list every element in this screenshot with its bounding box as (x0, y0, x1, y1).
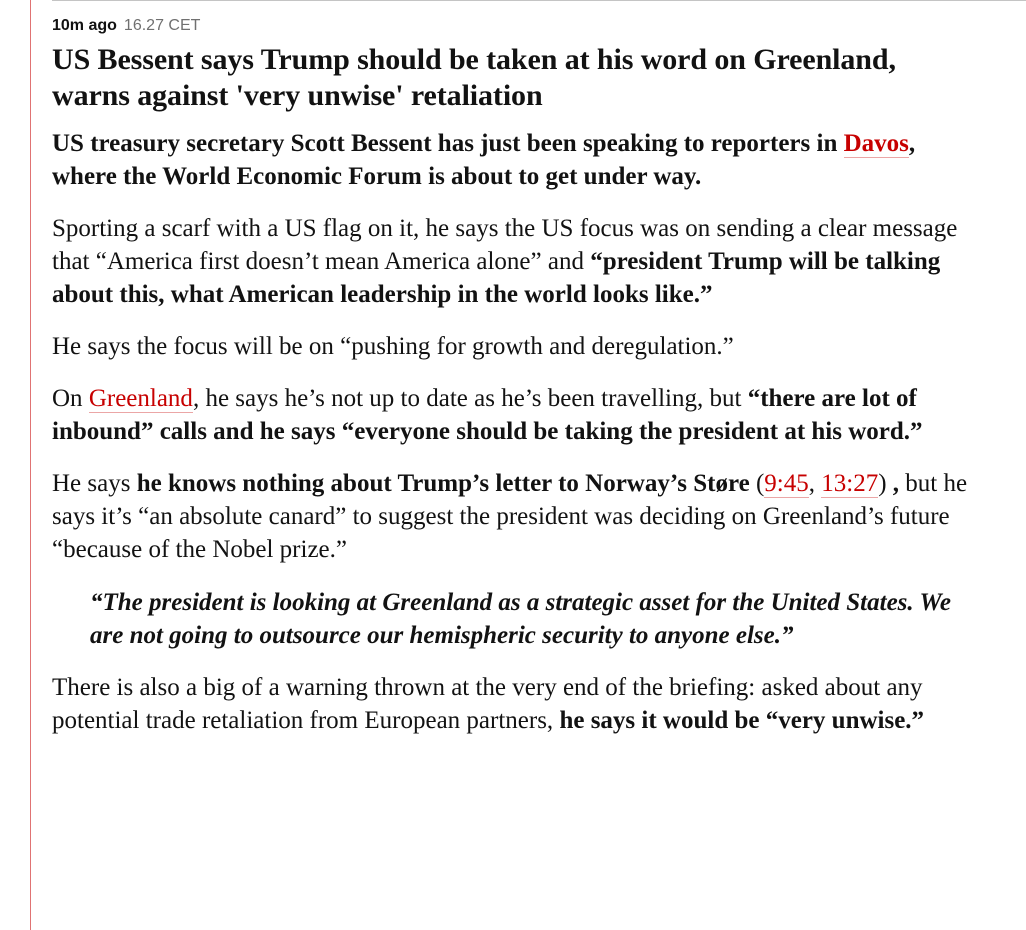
paragraph-4-text-after: but he says it’s “an absolute canard” to suggest the president was deciding on Greenland’s future “because of the Nobel prize.” (52, 470, 968, 563)
entry-timestamp (52, 0, 974, 36)
entry-standfirst (52, 127, 974, 193)
entry-headline: US Bessent says Trump should be taken at his word on Greenland, warns against 'very unwise' retaliation (52, 43, 896, 112)
paragraph-1-text: Sporting a scarf with a US flag on it, he says the US focus was on sending a clear message that “America first doesn’t mean America alone” and (52, 215, 958, 275)
paragraph-3-bold: “there are lot of inbound” calls and he says “everyone should be taking the president at his word.” (52, 385, 923, 445)
left-accent-rule (30, 0, 31, 930)
entry-paragraph-1 (52, 212, 974, 311)
paragraph-4-comma: , (808, 470, 822, 497)
paragraph-5-text: There is also a big of a warning thrown at the very end of the briefing: asked about any potential trade retaliation from European partners, (52, 674, 923, 734)
entry-paragraph-3 (52, 382, 974, 448)
entry-paragraph-4 (52, 467, 974, 566)
standfirst-text-before: US treasury secretary Scott Bessent has just been speaking to reporters in (52, 130, 844, 157)
paragraph-3-text-middle: , he says he’s not up to date as he’s been travelling, but (192, 385, 748, 412)
paragraph-1-bold: “president Trump will be talking about this, what American leadership in the world looks like.” (52, 248, 941, 308)
paragraph-4-text-before: He says (52, 470, 137, 497)
entry-paragraph-5 (52, 671, 974, 737)
paragraph-4-bold-comma: , (886, 470, 900, 497)
paragraph-4-paren-open: ( (749, 470, 765, 497)
entry-pull-quote: “The president is looking at Greenland as a strategic asset for the United States. We are not going to outsource our hemispheric security to anyone else.” (90, 589, 951, 649)
link-timestamp-1327[interactable]: 13:27 (821, 470, 879, 497)
top-divider (52, 0, 1026, 1)
link-timestamp-945[interactable]: 9:45 (764, 470, 809, 497)
paragraph-4-paren-close: ) (878, 470, 887, 497)
timestamp-relative: 10m ago (52, 17, 117, 34)
entry-paragraph-2: He says the focus will be on “pushing for growth and deregulation.” (52, 333, 734, 360)
link-davos[interactable]: Davos (843, 130, 909, 157)
timestamp-clock: 16.27 CET (123, 17, 201, 34)
standfirst-text-after: , where the World Economic Forum is about to get under way. (52, 130, 916, 190)
paragraph-5-bold: he says it would be “very unwise.” (559, 707, 925, 734)
paragraph-3-text-before: On (52, 385, 89, 412)
link-greenland[interactable]: Greenland (88, 385, 193, 412)
paragraph-4-bold: he knows nothing about Trump’s letter to Norway’s Støre (136, 470, 750, 497)
